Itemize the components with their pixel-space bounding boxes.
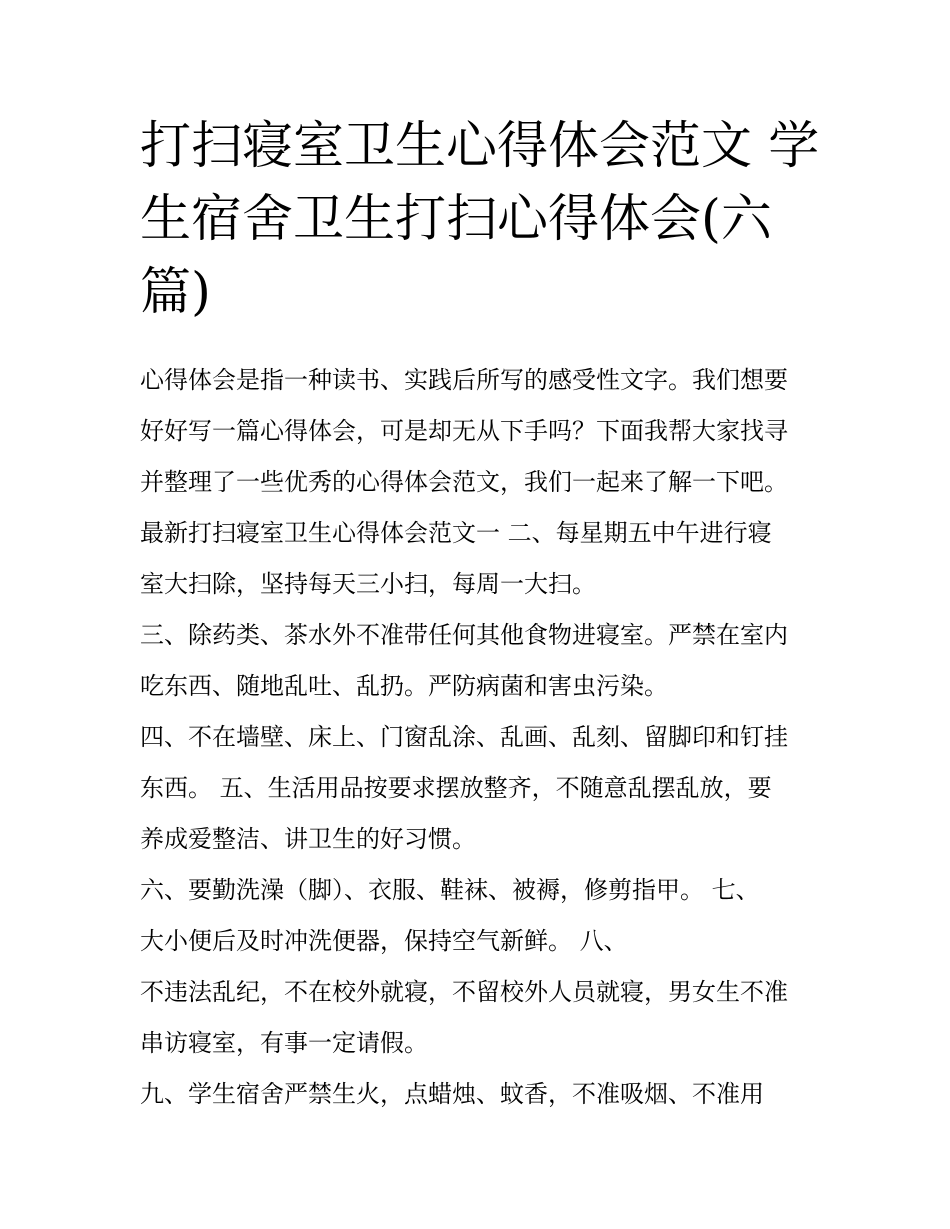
body-line: 好好写一篇心得体会，可是却无从下手吗？下面我帮大家找寻 bbox=[140, 417, 788, 445]
title-line: 生宿舍卫生打扫心得体会(六 bbox=[140, 190, 772, 249]
document-title bbox=[140, 110, 820, 329]
title-line: 篇) bbox=[140, 263, 211, 322]
body-line: 三、除药类、茶水外不准带任何其他食物进寝室。严禁在室内 bbox=[140, 621, 788, 649]
body-line: 最新打扫寝室卫生心得体会范文一 二、每星期五中午进行寝 bbox=[140, 519, 772, 547]
body-line: 室大扫除，坚持每天三小扫，每周一大扫。 bbox=[140, 570, 596, 598]
body-line: 九、学生宿舍严禁生火，点蜡烛、蚊香，不准吸烟、不准用 bbox=[140, 1080, 764, 1108]
body-line: 串访寝室，有事一定请假。 bbox=[140, 1029, 428, 1057]
title-line: 打扫寝室卫生心得体会范文 学 bbox=[140, 117, 820, 176]
body-line: 六、要勤洗澡（脚）、衣服、鞋袜、被褥，修剪指甲。 七、 bbox=[140, 876, 760, 904]
body-line: 不违法乱纪，不在校外就寝，不留校外人员就寝，男女生不准 bbox=[140, 978, 788, 1006]
body-line: 大小便后及时冲洗便器，保持空气新鲜。 八、 bbox=[140, 927, 628, 955]
body-line: 并整理了一些优秀的心得体会范文，我们一起来了解一下吧。 bbox=[140, 468, 788, 496]
body-line: 东西。 五、生活用品按要求摆放整齐，不随意乱摆乱放，要 bbox=[140, 774, 772, 802]
document-body bbox=[140, 355, 830, 1120]
body-line: 四、不在墙壁、床上、门窗乱涂、乱画、乱刻、留脚印和钉挂 bbox=[140, 723, 788, 751]
body-line: 吃东西、随地乱吐、乱扔。严防病菌和害虫污染。 bbox=[140, 672, 668, 700]
body-line: 养成爱整洁、讲卫生的好习惯。 bbox=[140, 825, 476, 853]
body-line: 心得体会是指一种读书、实践后所写的感受性文字。我们想要 bbox=[140, 366, 788, 394]
